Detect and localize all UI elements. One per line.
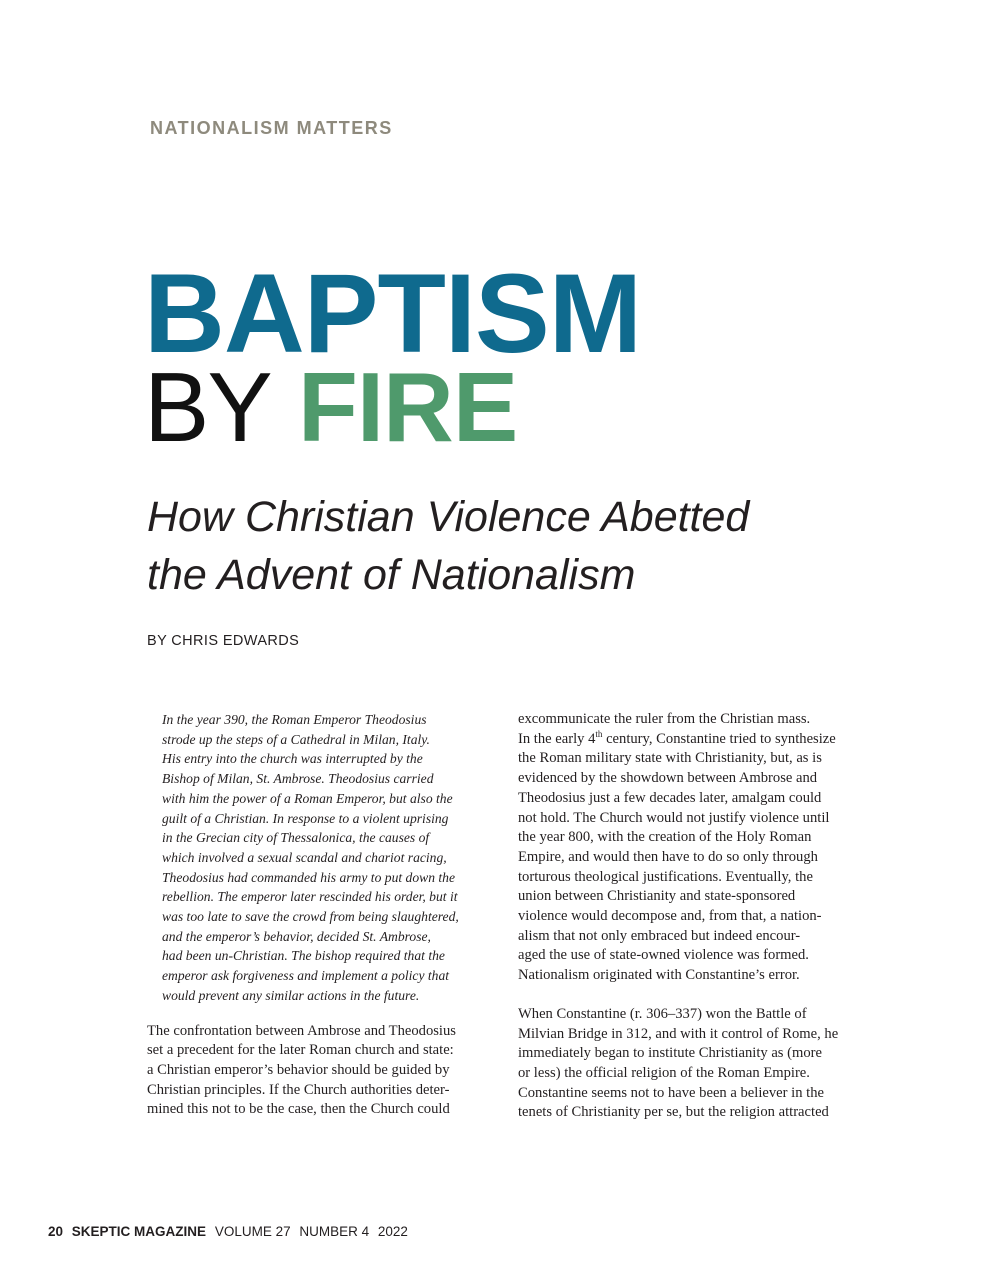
volume: VOLUME 27 [214,1224,291,1239]
text-line: His entry into the church was interrupted by the [162,751,423,767]
section-label: NATIONALISM MATTERS [150,118,393,138]
text-line: emperor ask forgiveness and implement a policy that [162,968,450,984]
text-line: Theodosius just a few decades later, amalgam could [518,789,822,806]
text-line: and the emperor’s behavior, decided St. Ambrose, [162,928,431,944]
byline: BY CHRIS EDWARDS [147,633,300,649]
subtitle [147,488,847,604]
text-line: aged the use of state-owned violence was formed. [518,947,809,964]
text-line: tenets of Christianity per se, but the religion attracted [518,1104,829,1121]
text-line: or less) the official religion of the Roman Empire. [518,1064,810,1081]
text-line: evidenced by the showdown between Ambrose and [518,770,818,787]
intro-paragraph [147,710,487,1006]
text-line: excommunicate the ruler from the Christian mass. [518,711,811,727]
text-line: violence would decompose and, from that, a nation- [518,908,822,925]
text-line: was too late to save the crowd from being slaughtered, [162,909,459,925]
text-line: set a precedent for the later Roman church and state: [147,1042,454,1059]
text-line: In the year 390, the Roman Emperor Theodosius [162,712,427,727]
text-line: in the Grecian city of Thessalonica, the causes of [162,830,430,846]
text-line: torturous theological justifications. Eventually, the [518,868,813,885]
year: 2022 [377,1224,408,1239]
subtitle-line2: the Advent of Nationalism [147,551,636,599]
text-line: the year 800, with the creation of the Holy Roman [518,829,812,846]
text-line: had been un-Christian. The bishop required that the [162,948,445,964]
text-line: Bishop of Milan, St. Ambrose. Theodosius carried [162,771,434,787]
text-line: Empire, and would then have to do so only through [518,848,818,865]
text-line: rebellion. The emperor later rescinded his order, but it [162,889,458,905]
text-line: which involved a sexual scandal and chariot racing, [162,849,447,865]
text-line [518,730,870,750]
text-line: Christian principles. If the Church authorities deter- [147,1081,450,1098]
body-paragraph-2 [518,1005,870,1123]
issue-number: NUMBER 4 [299,1224,370,1239]
text-line: with him the power of a Roman Emperor, but also the [162,790,453,806]
title-by: BY [144,352,271,462]
magazine-name: SKEPTIC MAGAZINE [71,1224,207,1239]
subtitle-line1: How Christian Violence Abetted [147,493,750,541]
text-fragment: century, Constantine tried to synthesize [602,730,836,747]
text-line: Milvian Bridge in 312, and with it control of Rome, he [518,1025,839,1042]
text-line: would prevent any similar actions in the future. [162,987,420,1003]
page-footer [48,1224,413,1239]
text-line: alism that not only embraced but indeed encour- [518,927,801,944]
text-line: guilt of a Christian. In response to a violent uprising [162,810,449,826]
text-line: not hold. The Church would not justify violence until [518,809,830,826]
title-line1: BAPTISM [144,251,641,376]
title-fire: FIRE [297,352,518,462]
text-line: When Constantine (r. 306–337) won the Battle of [518,1005,807,1022]
text-line: a Christian emperor’s behavior should be guided by [147,1061,450,1078]
body-paragraph-1-continued [518,710,870,986]
text-line: Nationalism originated with Constantine’s error. [518,967,800,984]
text-line: immediately began to institute Christianity as (more [518,1045,822,1062]
column-right [518,710,870,1123]
text-line: union between Christianity and state-sponsored [518,888,796,905]
page-number: 20 [48,1224,64,1239]
text-line: The confrontation between Ambrose and Theodosius [147,1022,456,1039]
text-line: the Roman military state with Christianity, but, as is [518,750,822,767]
superscript: th [595,728,603,739]
text-line: Theodosius had commanded his army to put down the [162,869,456,885]
text-fragment: In the early 4 [518,730,596,747]
title-line2 [144,352,518,462]
body-paragraph-1 [147,1022,487,1121]
column-left [147,710,487,1120]
text-line: Constantine seems not to have been a believer in the [518,1084,824,1101]
text-line: mined this not to be the case, then the Church could [147,1101,450,1118]
text-line: strode up the steps of a Cathedral in Milan, Italy. [162,731,430,747]
